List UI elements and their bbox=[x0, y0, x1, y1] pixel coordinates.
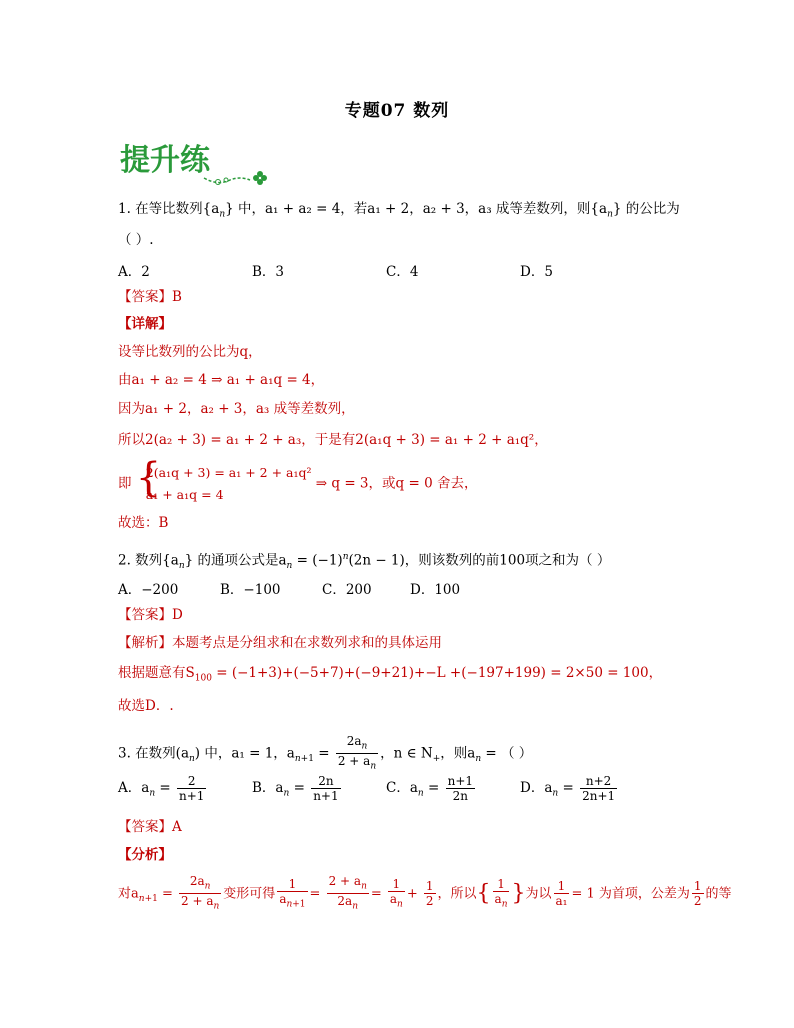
promotion-badge bbox=[118, 140, 278, 190]
q1-solution-system: 即 { 2(a₁q + 3) = a₁ + 2 + a₁q² a₁ + a₁q = 4 ⇒ q = 3，或q = 0 舍去， bbox=[118, 462, 477, 506]
q1-stem-line2: （ ）. bbox=[118, 232, 154, 248]
q2-option-c[interactable]: C．200 bbox=[322, 582, 372, 598]
q2-analysis: 【解析】本题考点是分组求和在求数列求和的具体运用 bbox=[118, 635, 442, 651]
q2-stem: 2. 数列$\{a_n\}$ 的通项公式是$a_n = (-1)^n(2n - 1)$，则该数列的前100项之和为（ ） bbox=[118, 552, 611, 572]
q1-solution-line4: 所以2(a₂ + 3) = a₁ + 2 + a₃，于是有2(a₁q + 3) = a₁ + 2 + a₁q²， bbox=[118, 432, 548, 448]
q2-answer: 【答案】D bbox=[118, 607, 183, 623]
q3-stem: 3. 在数列$(a_n)$ 中，a₁ = 1，$a_{n+1}$ = $\frac{2a_n}{2 + a_n}$ ，n ∈ $N_+$，则$a_n$ = （ ） bbox=[118, 734, 533, 772]
q1-solution-line3: 因为a₁ + 2，a₂ + 3，a₃ 成等差数列， bbox=[118, 401, 355, 417]
equation-system: { 2(a₁q + 3) = a₁ + 2 + a₁q² a₁ + a₁q = 4 bbox=[135, 455, 312, 502]
q3-analysis-label: 【分析】 bbox=[118, 847, 172, 863]
q3-analysis-line1: 对$a_{n+1}$ = $\frac{2a_n}{2 + a_n}$ 变形可得 $\frac{1}{a_{n+1}}$ = $\frac{2 + a_n}{2a_n}$ = $\frac{1}{a_n}$ + $\frac{1}{2}$ ，所以{ $\frac{1}{a_n}$ }为以 $\frac{1}{\text{a₁}}$ = 1 为首项，公差为 $\frac{1}{2}$ 的等 bbox=[118, 874, 732, 912]
q1-solution-line1: 设等比数列的公比为q， bbox=[118, 344, 262, 360]
q1-stem: 1. 在等比数列$\{a_n\}$ 中，a₁ + a₂ = 4，若a₁ + 2，a₂ + 3，a₃ 成等差数列，则$\{a_n\}$ 的公比为 bbox=[118, 201, 680, 220]
q3-option-d[interactable]: D．$a_n$ = $\frac{n+2}{2n+1}$ bbox=[520, 774, 616, 803]
q3-answer: 【答案】A bbox=[118, 819, 182, 835]
q1-option-d[interactable]: D．5 bbox=[520, 264, 553, 280]
q1-detail-label: 【详解】 bbox=[118, 316, 172, 332]
q1-option-a[interactable]: A．2 bbox=[118, 264, 150, 280]
q1-answer: 【答案】B bbox=[118, 289, 182, 305]
q2-solution-line1: 根据题意有$S_{100} = (-1+3)+(-5+7)+(-9+21)+-L +(-197+199) = 2\times 50 = 100$， bbox=[118, 665, 663, 684]
q1-conclusion: 故选：B bbox=[118, 515, 169, 531]
q3-option-b[interactable]: B．$a_n$ = $\frac{2n}{n+1}$ bbox=[252, 774, 339, 803]
q1-solution-line2: 由a₁ + a₂ = 4 ⇒ a₁ + a₁q = 4， bbox=[118, 372, 325, 388]
q2-option-b[interactable]: B．−100 bbox=[220, 582, 281, 598]
q3-recurrence-fraction: $\frac{2a_n}{2 + a_n}$ bbox=[337, 734, 377, 772]
q2-option-a[interactable]: A．−200 bbox=[118, 582, 179, 598]
q2-option-d[interactable]: D．100 bbox=[410, 582, 461, 598]
page-title: 专题07 数列 bbox=[344, 101, 450, 121]
q2-conclusion: 故选D．. bbox=[118, 698, 174, 714]
q3-option-c[interactable]: C．$a_n$ = $\frac{n+1}{2n}$ bbox=[386, 774, 474, 803]
badge-graphic bbox=[118, 140, 278, 190]
badge-text: 提升练 bbox=[120, 143, 210, 178]
q1-option-b[interactable]: B．3 bbox=[252, 264, 285, 280]
q1-option-c[interactable]: C．4 bbox=[386, 264, 419, 280]
q3-option-a[interactable]: A．$a_n$ = $\frac{2}{n+1}$ bbox=[118, 774, 205, 803]
